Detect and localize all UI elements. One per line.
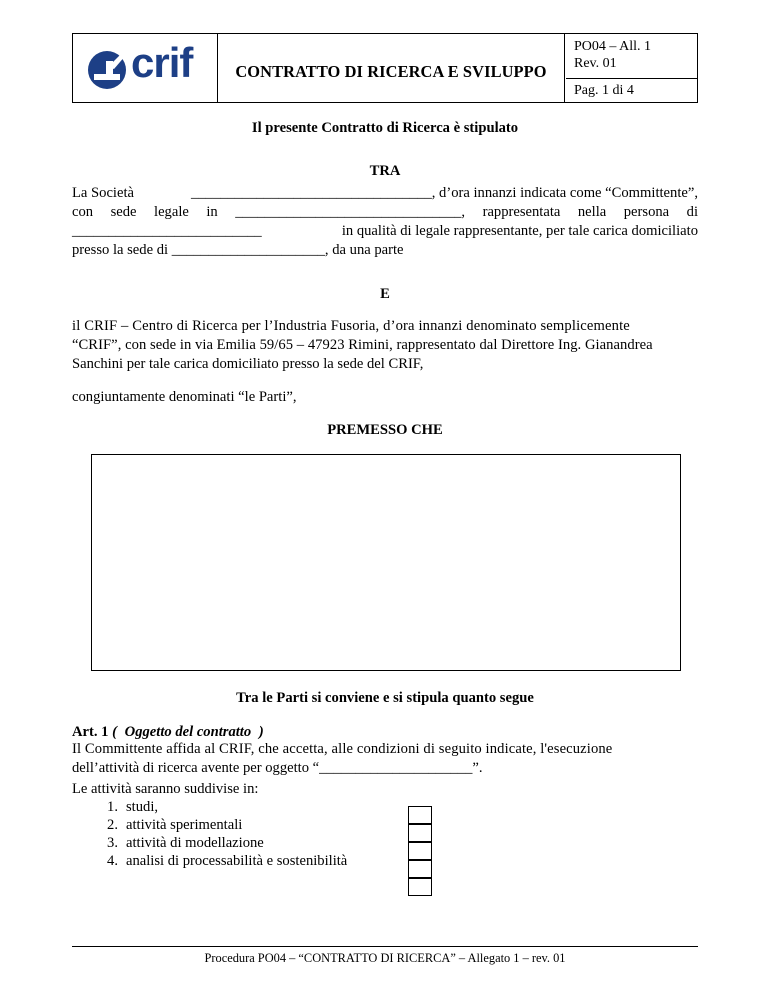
document-title: CONTRATTO DI RICERCA E SVILUPPO [218,34,565,102]
word: di [686,204,698,220]
word: legale [154,204,189,220]
page-number: Pag. 1 di 4 [574,83,634,98]
crif-line-2 [72,337,698,354]
art1-line-1 [72,741,698,758]
crif-text-2: “CRIF”, con sede in via Emilia 59/65 – 47923 Rimini, rappresentato dal Direttore Ing. Gianandrea [72,337,653,353]
word: rappresentata [482,204,561,220]
document-header [72,33,698,103]
checkbox-activity-header[interactable] [408,806,432,824]
list-item-number: 2. [107,817,118,833]
logo-cell [73,34,218,102]
doc-code-block [574,38,651,72]
parti-line: congiuntamente denominati “le Parti”, [72,389,297,405]
list-item [72,816,347,834]
word: persona [623,204,670,220]
representative-blank: __________________________ [72,223,262,239]
art1-paren-close: ) [258,724,264,740]
list-item-number: 1. [107,799,118,815]
footer-divider [72,946,698,947]
committente-line-1 [72,185,698,202]
intro-heading: Il presente Contratto di Ricerca è stipulato [251,120,519,136]
list-item-text: studi, [126,799,159,815]
activities-intro: Le attività saranno suddivise in: [72,781,259,797]
crif-line-3: Sanchini per tale carica domiciliato presso la sede del CRIF, [72,356,424,372]
checkbox-activity-3[interactable] [408,860,432,878]
list-item [72,798,347,816]
art1-label: Art. 1 [72,724,109,740]
checkbox-activity-1[interactable] [408,824,432,842]
crif-logo-icon [86,49,132,91]
art1-paren-open: ( [112,724,118,740]
list-item [72,834,347,852]
activities-list [72,798,347,870]
tra-heading: TRA [369,163,401,179]
word: sede [110,204,137,220]
art1-line-2: dell’attività di ricerca avente per oggetto “_____________________”. [72,760,483,776]
list-item-number: 3. [107,835,118,851]
crif-logo [86,39,206,89]
checkbox-activity-2[interactable] [408,842,432,860]
art1-subtitle: Oggetto del contratto [124,724,252,740]
crif-line-1 [72,318,698,335]
sede-blank: _______________________________, [235,204,466,220]
list-item-number: 4. [107,853,118,869]
text-qualita: in qualità di legale rappresentante, per tale carica domiciliato [341,223,698,239]
art1-text-1: Il Committente affida al CRIF, che accetta, alle condizioni di seguito indicate, l'esecuzione [72,741,613,757]
list-item-text: analisi di processabilità e sostenibilità [126,853,348,869]
logo-wordmark: crif [131,39,193,86]
list-item-text: attività sperimentali [126,817,243,833]
word: con [72,204,94,220]
text-la-societa: La Società [72,185,134,201]
meta-divider [566,78,697,79]
doc-revision: Rev. 01 [574,56,617,71]
committente-line-4: presso la sede di _____________________, da una parte [72,242,404,258]
tra-le-parti-heading: Tra le Parti si conviene e si stipula quanto segue [236,690,534,706]
doc-code: PO04 – All. 1 [574,39,652,54]
word: in [206,204,218,220]
list-item [72,852,347,870]
premesso-box [91,454,681,671]
art1-title [72,724,698,741]
checkbox-activity-4[interactable] [408,878,432,896]
committente-line-3 [72,223,698,240]
text-societa-blank: _________________________________, d’ora innanzi indicata come “Committente”, [190,185,698,201]
page-footer: Procedura PO04 – “CONTRATTO DI RICERCA” – Allegato 1 – rev. 01 [204,951,566,965]
word: nella [577,204,607,220]
premesso-heading: PREMESSO CHE [327,422,443,438]
e-heading: E [380,286,390,302]
crif-text-1: il CRIF – Centro di Ricerca per l’Industria Fusoria, d’ora innanzi denominato semplicemente [72,318,630,334]
committente-line-2 [72,204,698,221]
list-item-text: attività di modellazione [126,835,264,851]
doc-meta-cell [566,34,697,102]
